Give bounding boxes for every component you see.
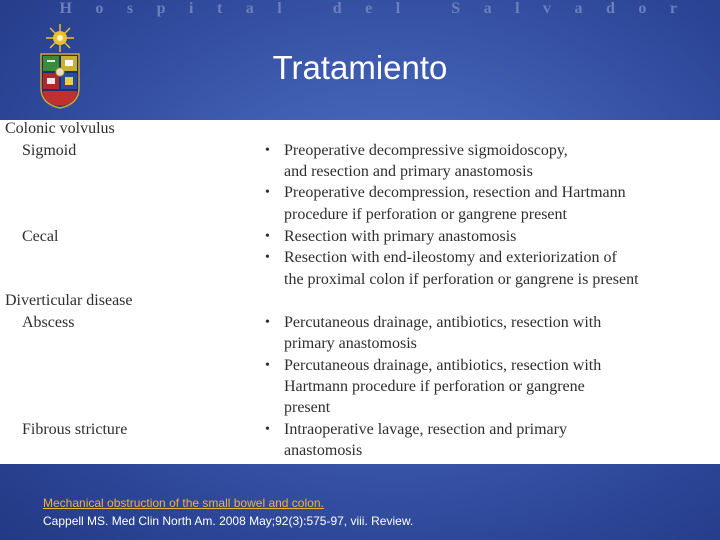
- category-colonic-volvulus: Colonic volvulus: [5, 120, 115, 137]
- treatment-line: Resection with primary anastomosis: [284, 228, 517, 245]
- treatment-line: Preoperative decompressive sigmoidoscopy,: [284, 142, 568, 159]
- bullet-icon: •: [265, 143, 270, 158]
- category-diverticular-disease: Diverticular disease: [5, 292, 133, 309]
- reference-link[interactable]: Mechanical obstruction of the small bowel and colon.: [43, 496, 324, 510]
- treatment-line: present: [284, 399, 331, 416]
- treatment-line: primary anastomosis: [284, 335, 417, 352]
- treatment-line: Hartmann procedure if perforation or gangrene: [284, 378, 585, 395]
- bullet-icon: •: [265, 358, 270, 373]
- treatment-line: and resection and primary anastomosis: [284, 163, 533, 180]
- treatment-line: Percutaneous drainage, antibiotics, resection with: [284, 357, 602, 374]
- bullet-icon: •: [265, 229, 270, 244]
- bullet-icon: •: [265, 422, 270, 437]
- treatment-line: Percutaneous drainage, antibiotics, resection with: [284, 314, 602, 331]
- treatment-line: the proximal colon if perforation or gangrene is present: [284, 271, 639, 288]
- subcategory-abscess: Abscess: [22, 314, 75, 331]
- bullet-icon: •: [265, 315, 270, 330]
- bullet-icon: •: [265, 250, 270, 265]
- treatment-table: [0, 120, 720, 464]
- slide-title: Tratamiento: [272, 49, 448, 86]
- bullet-icon: •: [265, 185, 270, 200]
- treatment-line: Intraoperative lavage, resection and primary: [284, 421, 567, 438]
- hospital-header-text: Hospital del Salvador: [59, 0, 701, 17]
- treatment-line: anastomosis: [284, 442, 363, 459]
- subcategory-cecal: Cecal: [22, 228, 59, 245]
- subcategory-fibrous-stricture: Fibrous stricture: [22, 421, 128, 438]
- treatment-line: Preoperative decompression, resection and Hartmann: [284, 184, 626, 201]
- treatment-line: Resection with end-ileostomy and exteriorization of: [284, 249, 617, 266]
- treatment-line: procedure if perforation or gangrene present: [284, 206, 567, 223]
- citation-text: Cappell MS. Med Clin North Am. 2008 May;92(3):575-97, viii. Review.: [43, 514, 414, 528]
- subcategory-sigmoid: Sigmoid: [22, 142, 77, 159]
